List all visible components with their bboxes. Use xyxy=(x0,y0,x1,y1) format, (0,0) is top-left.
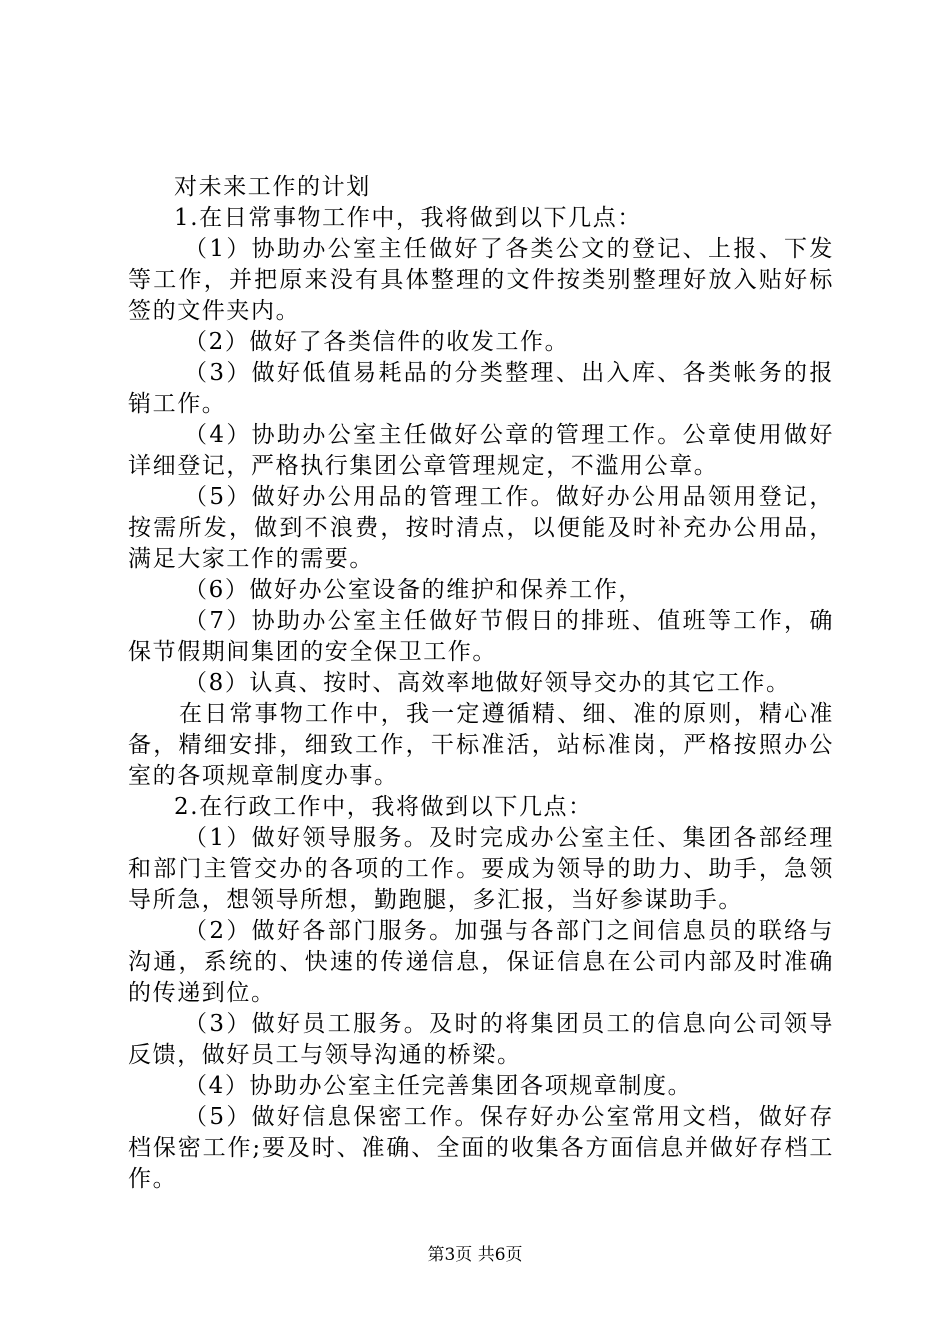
section-heading-future-plan: 对未来工作的计划 xyxy=(174,174,371,200)
list-item: （3）做好员工服务。及时的将集团员工的信息向公司领导反馈，做好员工与领导沟通的桥梁。 xyxy=(128,1011,834,1068)
list-item: （2）做好了各类信件的收发工作。 xyxy=(184,329,570,355)
list-item: （1）做好领导服务。及时完成办公室主任、集团各部经理和部门主管交办的各项的工作。要成为领导的助力、助手，急领导所急，想领导所想，勤跑腿，多汇报，当好参谋助手。 xyxy=(128,825,834,913)
list-item: （4）协助办公室主任完善集团各项规章制度。 xyxy=(184,1073,693,1099)
document-body xyxy=(128,172,834,1195)
page-number-footer: 第3页 共6页 xyxy=(427,1245,523,1265)
list-item: （2）做好各部门服务。加强与各部门之间信息员的联络与沟通，系统的、快速的传递信息，保证信息在公司内部及时准确的传递到位。 xyxy=(128,918,834,1006)
list-item: （3）做好低值易耗品的分类整理、出入库、各类帐务的报销工作。 xyxy=(128,360,834,417)
list-item: （8）认真、按时、高效率地做好领导交办的其它工作。 xyxy=(184,670,791,696)
list-item: （4）协助办公室主任做好公章的管理工作。公章使用做好详细登记，严格执行集团公章管理规定，不滥用公章。 xyxy=(128,422,834,479)
subsection-heading-daily-work: 1.在日常事物工作中，我将做到以下几点： xyxy=(174,205,642,231)
body-paragraph: 在日常事物工作中，我一定遵循精、细、准的原则，精心准备，精细安排，细致工作，干标准活，站标准岗，严格按照办公室的各项规章制度办事。 xyxy=(128,701,834,789)
list-item: （7）协助办公室主任做好节假日的排班、值班等工作，确保节假期间集团的安全保卫工作。 xyxy=(128,608,834,665)
list-item: （5）做好信息保密工作。保存好办公室常用文档，做好存档保密工作;要及时、准确、全面的收集各方面信息并做好存档工作。 xyxy=(128,1104,834,1192)
list-item: （1）协助办公室主任做好了各类公文的登记、上报、下发等工作，并把原来没有具体整理的文件按类别整理好放入贴好标签的文件夹内。 xyxy=(128,236,834,324)
subsection-heading-admin-work: 2.在行政工作中，我将做到以下几点： xyxy=(174,794,593,820)
list-item: （6）做好办公室设备的维护和保养工作， xyxy=(184,577,644,603)
list-item: （5）做好办公用品的管理工作。做好办公用品领用登记，按需所发，做到不浪费，按时清点，以便能及时补充办公用品，满足大家工作的需要。 xyxy=(128,484,834,572)
